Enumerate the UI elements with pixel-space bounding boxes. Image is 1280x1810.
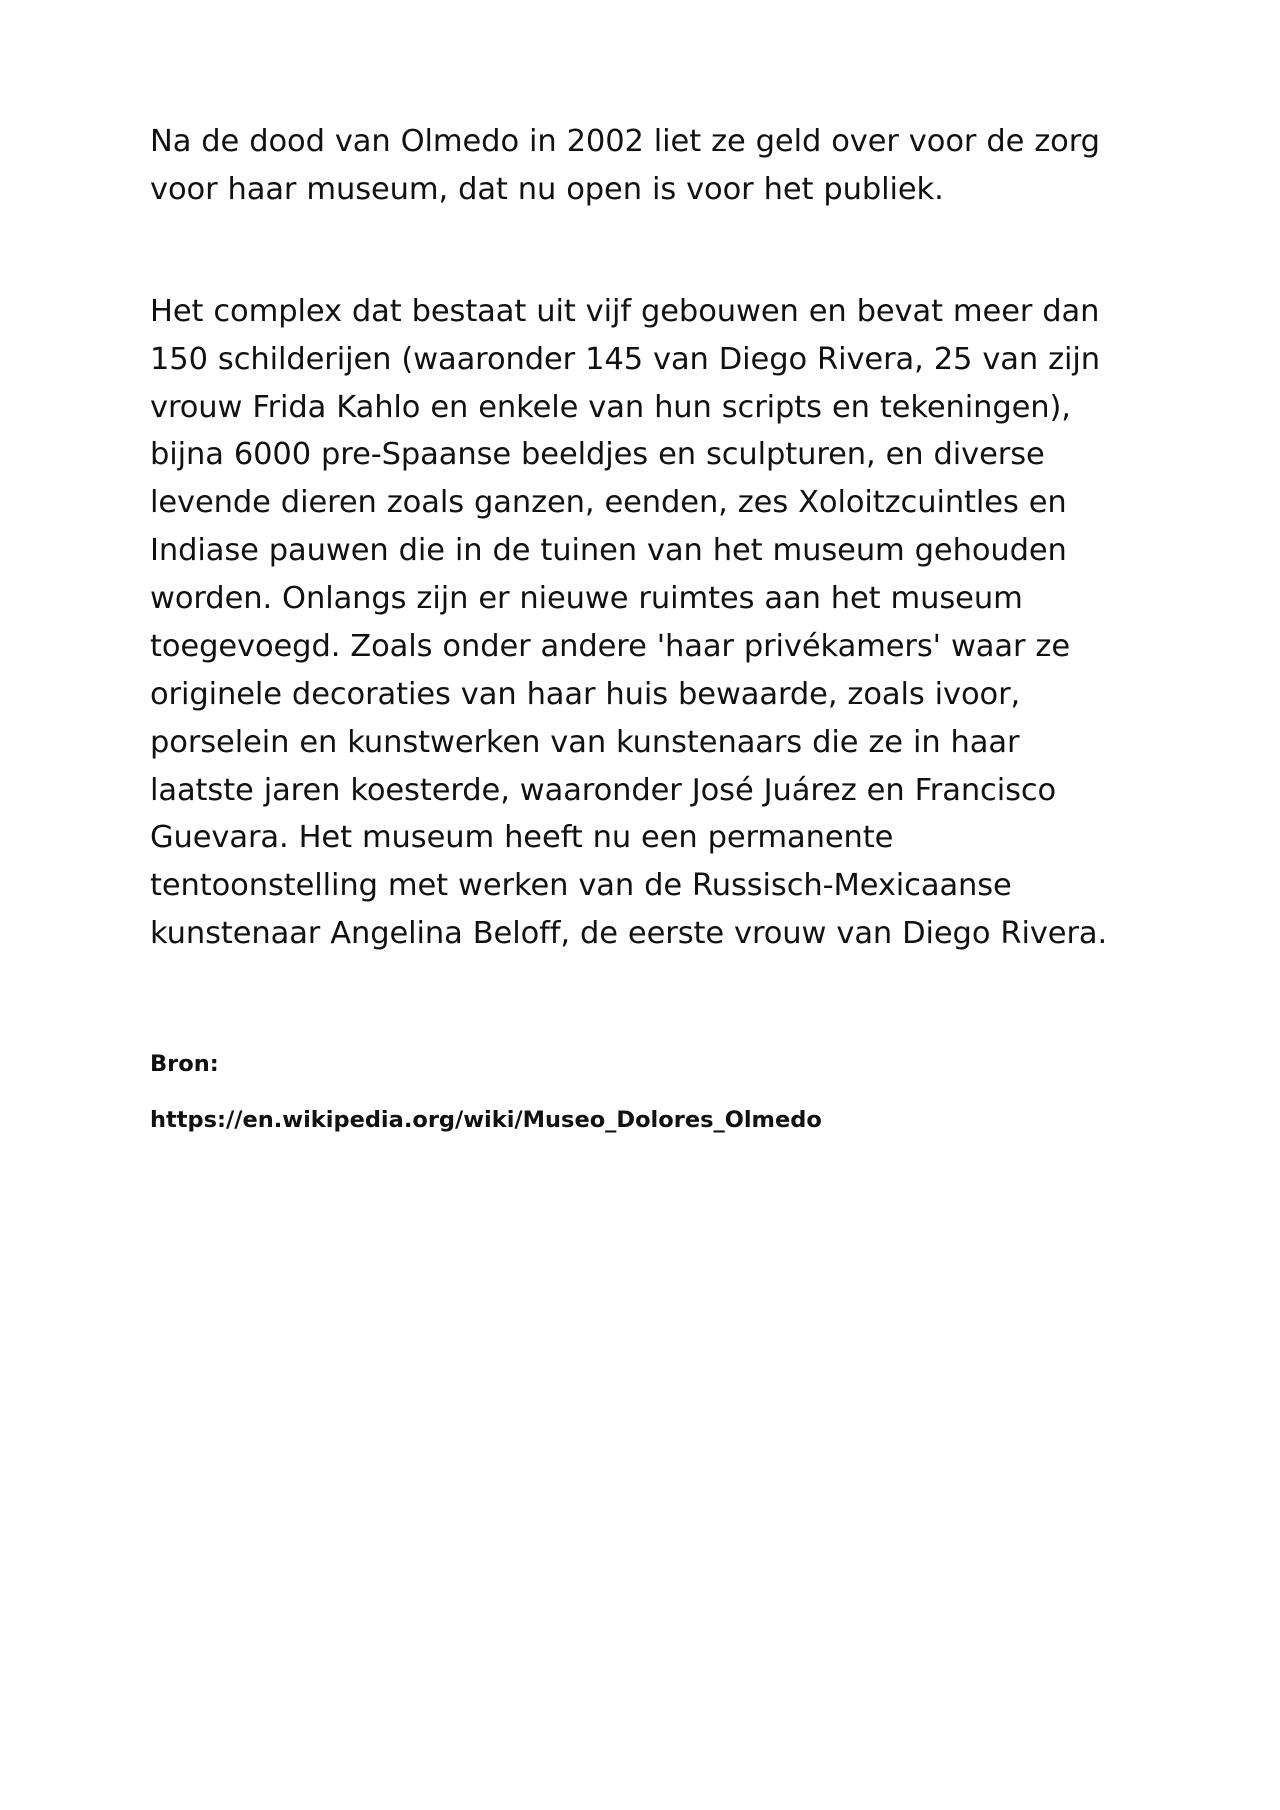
source-url[interactable]: https://en.wikipedia.org/wiki/Museo_Dolores_Olmedo [150, 1106, 822, 1133]
paragraph-museum-collection: Het complex dat bestaat uit vijf gebouwen en bevat meer dan 150 schilderijen (waaronder 145 van Diego Rivera, 25 van zijn vrouw Frida Kahlo en enkele van hun scripts en tekeningen), bijna 6000 pre-Spaanse beeldjes en sculpturen, en diverse levende dieren zoals ganzen, eenden, zes Xoloitzcuintles en Indiase pauwen die in de tuinen van het museum gehouden worden. Onlangs zijn er nieuwe ruimtes aan het museum toegevoegd. Zoals onder andere 'haar privékamers' waar ze originele decoraties van haar huis bewaarde, zoals ivoor, porselein en kunstwerken van kunstenaars die ze in haar laatste jaren koesterde, waaronder José Juárez en Francisco Guevara. Het museum heeft nu een permanente tentoonstelling met werken van de Russisch-Mexicaanse kunstenaar Angelina Beloff, de eerste vrouw van Diego Rivera. [150, 293, 1108, 952]
source-section [150, 1048, 1132, 1138]
paragraph-spacer [150, 214, 1132, 288]
source-label: Bron: [150, 1051, 219, 1077]
paragraph-olmedo-legacy: Na de dood van Olmedo in 2002 liet ze geld over voor de zorg voor haar museum, dat nu open is voor het publiek. [150, 124, 1100, 207]
